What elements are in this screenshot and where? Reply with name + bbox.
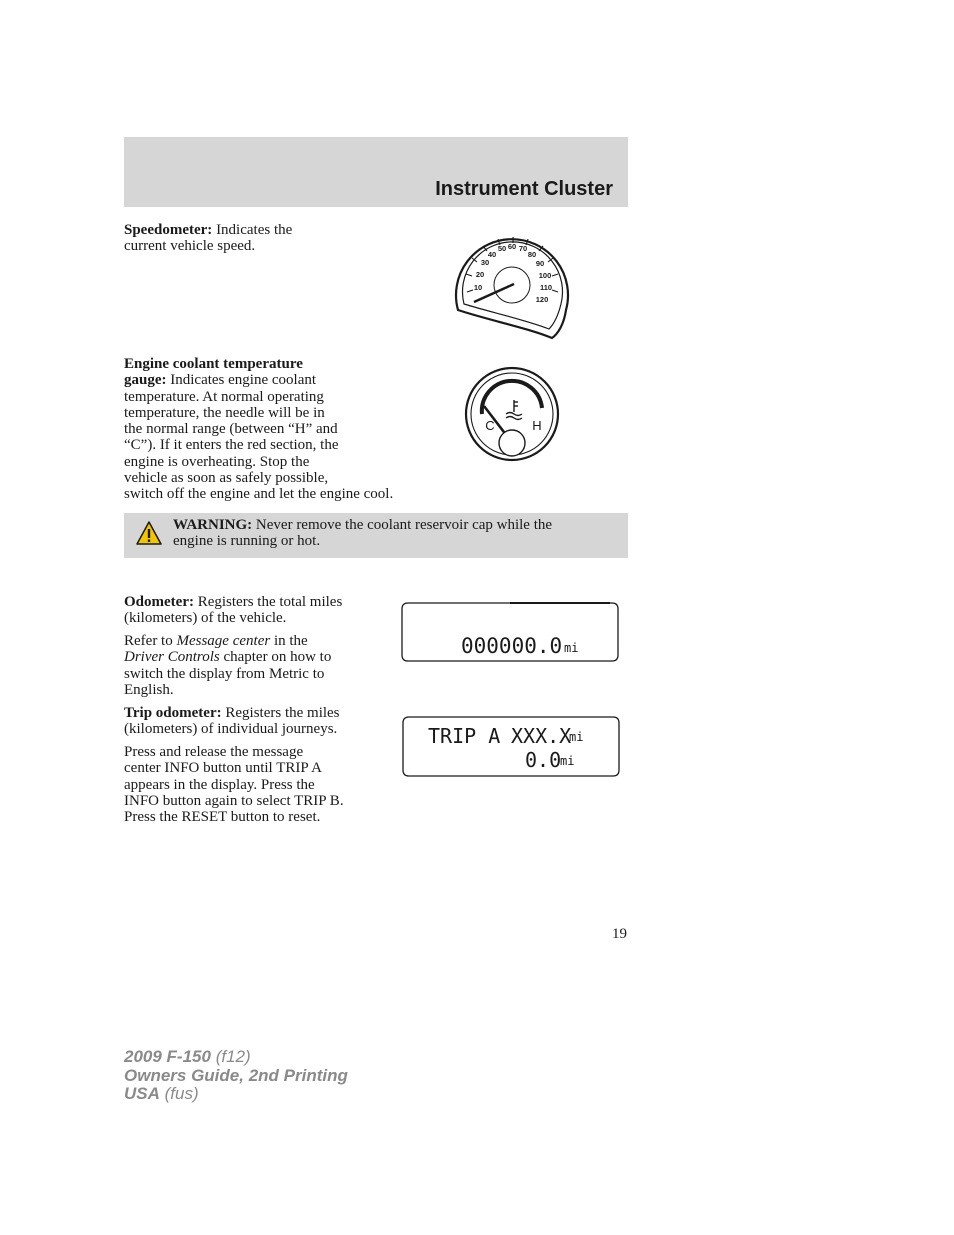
speedometer-line1: Indicates the bbox=[216, 222, 293, 238]
warning-line1: Never remove the coolant reservoir cap while the bbox=[255, 517, 553, 533]
refer-text-2: in the bbox=[273, 633, 308, 649]
gauge-hot-label: H bbox=[532, 418, 542, 433]
speed-label-80: 80 bbox=[527, 250, 537, 259]
odometer-value: 000000.0 bbox=[461, 634, 563, 658]
speed-label-90: 90 bbox=[535, 259, 545, 268]
coolant-line-8: switch off the engine and let the engine cool. bbox=[124, 486, 394, 503]
speedometer-illustration bbox=[448, 224, 576, 342]
header-band bbox=[124, 137, 628, 207]
warning-triangle-icon bbox=[136, 520, 162, 546]
odometer-refer-text bbox=[124, 633, 389, 698]
warning-text bbox=[173, 517, 613, 550]
speed-label-50: 50 bbox=[497, 244, 507, 253]
coolant-line-6: engine is overheating. Stop the bbox=[124, 453, 310, 470]
footer-model-code: (f12) bbox=[215, 1047, 251, 1066]
trip-value: XXX.X bbox=[511, 724, 572, 748]
trip-unit: mi bbox=[569, 730, 584, 744]
warning-box bbox=[124, 513, 628, 558]
footer bbox=[124, 1048, 348, 1104]
odometer-line2: (kilometers) of the vehicle. bbox=[124, 610, 287, 627]
trip-term: Trip odometer: bbox=[124, 705, 222, 721]
trip-description bbox=[124, 705, 389, 738]
warning-label: WARNING: bbox=[173, 517, 253, 533]
coolant-line-2: temperature. At normal operating bbox=[124, 388, 324, 405]
coolant-term-2: gauge: bbox=[124, 372, 167, 389]
coolant-line-4: the normal range (between “H” and bbox=[124, 421, 338, 438]
speedometer-line2: current vehicle speed. bbox=[124, 238, 256, 255]
trip-value-2: 0.0 bbox=[525, 748, 562, 772]
odometer-term: Odometer: bbox=[124, 594, 194, 610]
speedometer-term: Speedometer: bbox=[124, 222, 213, 238]
coolant-line-7: vehicle as soon as safely possible, bbox=[124, 470, 329, 487]
coolant-line-3: temperature, the needle will be in bbox=[124, 404, 325, 421]
coolant-gauge-illustration bbox=[462, 364, 562, 464]
press-line-2: center INFO button until TRIP A bbox=[124, 760, 322, 777]
press-line-4: INFO button again to select TRIP B. bbox=[124, 792, 344, 809]
refer-text-1: Refer to bbox=[124, 633, 173, 649]
trip-unit-2: mi bbox=[560, 754, 575, 768]
speed-label-110: 110 bbox=[539, 283, 553, 292]
odometer-line1: Registers the total miles bbox=[197, 594, 343, 610]
coolant-term-1: Engine coolant temperature bbox=[124, 356, 303, 372]
speed-label-40: 40 bbox=[487, 250, 497, 259]
speedometer-description bbox=[124, 222, 394, 255]
page-title: Instrument Cluster bbox=[435, 178, 613, 200]
refer-text-4: switch the display from Metric to bbox=[124, 665, 325, 682]
message-center-link: Message center bbox=[176, 633, 271, 649]
speed-label-20: 20 bbox=[475, 270, 485, 279]
refer-text-3: chapter on how to bbox=[223, 649, 332, 666]
speed-label-100: 100 bbox=[538, 271, 552, 280]
speed-label-60: 60 bbox=[507, 242, 517, 251]
press-line-5: Press the RESET button to reset. bbox=[124, 809, 321, 826]
trip-label: TRIP A bbox=[428, 724, 501, 748]
refer-text-5: English. bbox=[124, 681, 174, 698]
press-line-1: Press and release the message bbox=[124, 744, 304, 760]
odometer-unit: mi bbox=[564, 641, 579, 655]
speed-label-10: 10 bbox=[473, 283, 483, 292]
speed-label-120: 120 bbox=[535, 295, 549, 304]
odometer-description bbox=[124, 594, 389, 627]
coolant-description bbox=[124, 356, 454, 503]
odometer-display bbox=[400, 602, 620, 664]
footer-region: USA bbox=[124, 1084, 160, 1103]
speed-label-30: 30 bbox=[480, 258, 490, 267]
trip-display bbox=[401, 716, 621, 778]
coolant-line-1: Indicates engine coolant bbox=[170, 372, 317, 389]
trip-press-text bbox=[124, 744, 389, 825]
footer-guide: Owners Guide, 2nd Printing bbox=[124, 1065, 348, 1085]
coolant-line-5: “C”). If it enters the red section, the bbox=[124, 437, 339, 454]
press-line-3: appears in the display. Press the bbox=[124, 776, 315, 793]
gauge-cold-label: C bbox=[485, 418, 495, 433]
trip-line1: Registers the miles bbox=[225, 705, 340, 721]
driver-controls-link: Driver Controls bbox=[124, 649, 220, 666]
footer-region-code: (fus) bbox=[164, 1084, 199, 1103]
page-number: 19 bbox=[612, 926, 627, 942]
footer-model: 2009 F-150 bbox=[124, 1047, 211, 1066]
warning-line2: engine is running or hot. bbox=[173, 533, 321, 550]
trip-line2: (kilometers) of individual journeys. bbox=[124, 721, 338, 738]
speed-label-70: 70 bbox=[518, 244, 528, 253]
